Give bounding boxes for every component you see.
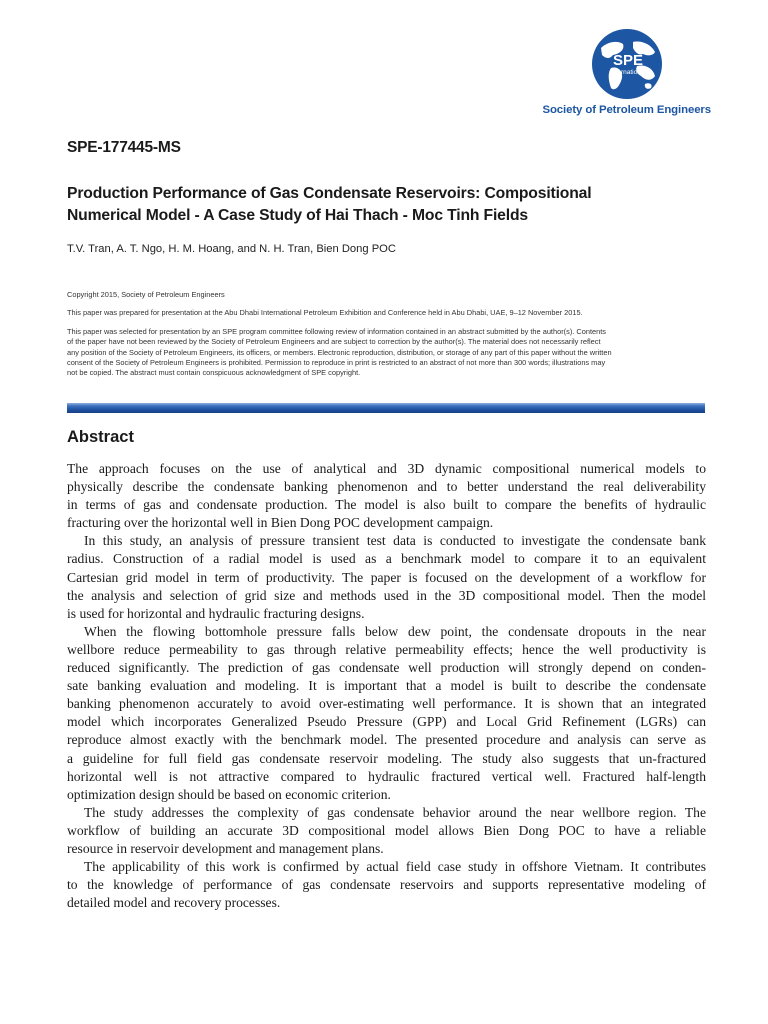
abstract-line: fracturing over the horizontal well in Bien Dong POC development campaign. bbox=[67, 515, 494, 531]
abstract-line: resource in reservoir development and management plans. bbox=[67, 840, 384, 856]
abstract-line: detailed model and recovery processes. bbox=[67, 895, 281, 911]
presentation-notice: This paper was prepared for presentation at the Abu Dhabi International Petroleum Exhibition and Conference held in Abu Dhabi, UAE, 9–12 November 2015. bbox=[67, 308, 583, 317]
abstract-paragraph bbox=[67, 858, 706, 912]
notice-line: any position of the Society of Petroleum Engineers, its officers, or members. Electronic reproduction, distribution, or storage of any part of this paper without the written bbox=[67, 347, 612, 357]
abstract-line: When the flowing bottomhole pressure falls below dew point, the condensate dropouts in the near bbox=[84, 623, 706, 639]
abstract-line: a guideline for full field gas condensate reservoir modeling. The study also suggests that un-fractured bbox=[67, 750, 706, 766]
abstract-line: sate banking evaluation and modeling. It is important that a model is built to describe the condensate bbox=[67, 678, 706, 694]
copyright-notice: Copyright 2015, Society of Petroleum Engineers bbox=[67, 290, 225, 299]
abstract-body bbox=[67, 460, 706, 912]
authors: T.V. Tran, A. T. Ngo, H. M. Hoang, and N. H. Tran, Bien Dong POC bbox=[67, 243, 396, 255]
abstract-line: physically describe the condensate banking phenomenon and to better understand the real deliverability bbox=[67, 479, 706, 495]
abstract-line: to the knowledge of performance of gas condensate reservoirs and supports representative modeling of bbox=[67, 877, 706, 893]
abstract-paragraph bbox=[67, 532, 706, 622]
logo-subtext: International bbox=[610, 69, 646, 76]
abstract-line: the analysis and selection of grid size and methods used in the 3D compositional model. Then the model bbox=[67, 587, 706, 603]
abstract-line: The study addresses the complexity of gas condensate behavior around the near wellbore region. The bbox=[84, 804, 706, 820]
abstract-line: is used for horizontal and hydraulic fracturing designs. bbox=[67, 605, 365, 621]
abstract-paragraph bbox=[67, 460, 706, 532]
title-line: Production Performance of Gas Condensate Reservoirs: Compositional bbox=[67, 185, 592, 202]
abstract-line: wellbore reduce permeability to gas through relative permeability effects; hence the well productivity is bbox=[67, 641, 706, 657]
spe-logo bbox=[541, 28, 711, 124]
abstract-line: banking phenomenon accurately to avoid over-estimating well performance. It is shown that an integrated bbox=[67, 696, 706, 712]
notice-line: not be copied. The abstract must contain conspicuous acknowledgment of SPE copyright. bbox=[67, 368, 361, 378]
abstract-line: radius. Construction of a radial model is used as a benchmark model to compare it to an equivalent bbox=[67, 551, 706, 567]
abstract-line: reduced significantly. The prediction of gas condensate well production will strongly depend on conden- bbox=[67, 660, 706, 676]
abstract-heading: Abstract bbox=[67, 428, 134, 446]
paper-id: SPE-177445-MS bbox=[67, 139, 181, 156]
section-divider bbox=[67, 403, 705, 413]
abstract-line: optimization design should be based on economic criterion. bbox=[67, 786, 391, 802]
paper-title bbox=[67, 183, 707, 227]
abstract-paragraph bbox=[67, 804, 706, 858]
abstract-line: workflow of building an accurate 3D compositional model allows Bien Dong POC to have a reliable bbox=[67, 822, 706, 838]
notice-line: consent of the Society of Petroleum Engineers is prohibited. Permission to reproduce in print is restricted to an abstract of not more than 300 words; illustrations may bbox=[67, 357, 606, 367]
abstract-paragraph bbox=[67, 623, 706, 804]
abstract-line: horizontal well is not attractive compared to hydraulic fractured vertical well. Fractured half-length bbox=[67, 768, 706, 784]
abstract-line: The applicability of this work is confirmed by actual field case study in offshore Vietnam. It contributes bbox=[84, 859, 706, 875]
notice-line: of the paper have not been reviewed by the Society of Petroleum Engineers and are subject to correction by the author(s). The material does not necessarily reflect bbox=[67, 337, 601, 347]
logo-text: SPE bbox=[612, 52, 644, 69]
abstract-line: model which incorporates Generalized Pseudo Pressure (GPP) and Local Grid Refinement (LGRs) can bbox=[67, 714, 706, 730]
abstract-line: in terms of gas and condensate production. The model is also built to compare the benefits of hydraulic bbox=[67, 497, 706, 513]
abstract-line: The approach focuses on the use of analytical and 3D dynamic compositional numerical models to bbox=[67, 461, 706, 476]
abstract-line: In this study, an analysis of pressure transient test data is conducted to investigate the condensate bank bbox=[84, 533, 706, 549]
notice-line: This paper was selected for presentation by an SPE program committee following review of information contained in an abstract submitted by the author(s). Contents bbox=[67, 327, 606, 336]
abstract-line: Cartesian grid model in term of productivity. The paper is focused on the development of a workflow for bbox=[67, 569, 706, 585]
abstract-line: reproduce almost exactly with the benchmark model. The presented procedure and analysis can serve as bbox=[67, 732, 706, 748]
society-name: Society of Petroleum Engineers bbox=[542, 104, 711, 116]
globe-icon bbox=[567, 28, 687, 104]
selection-notice bbox=[67, 327, 707, 378]
title-line: Numerical Model - A Case Study of Hai Thach - Moc Tinh Fields bbox=[67, 207, 528, 224]
